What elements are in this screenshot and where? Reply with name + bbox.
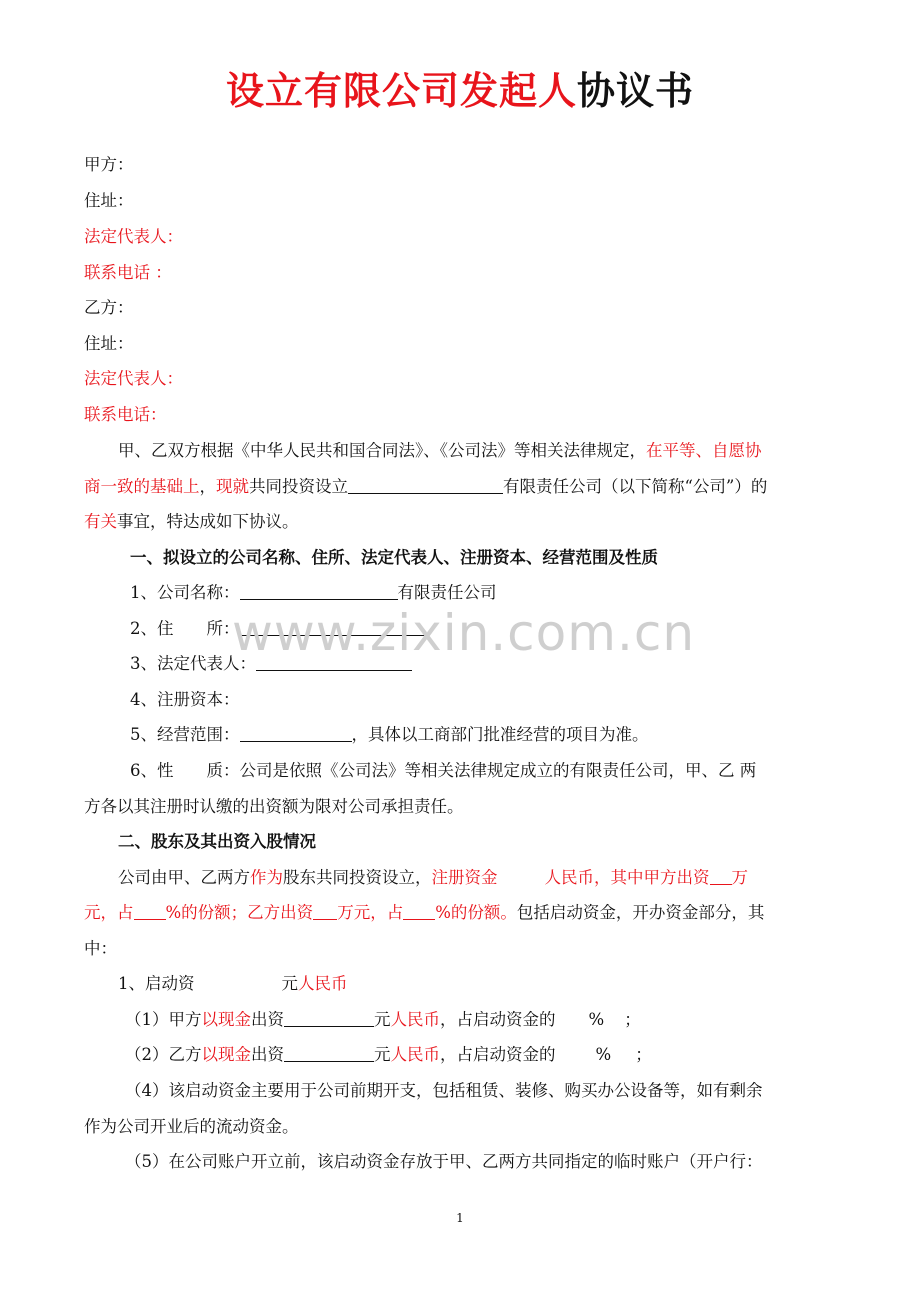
shareholder-para-line-2 — [84, 903, 764, 923]
item-nature-line-1: 6、性 质：公司是依照《公司法》等相关法律规定成立的有限责任公司，甲、乙 两 — [130, 761, 757, 780]
watermark: www.zixin.com.cn — [232, 604, 696, 662]
startup-capital-line — [118, 974, 348, 994]
party-a-rep: 法定代表人： — [84, 227, 183, 246]
party-a-phone: 联系电话 ： — [84, 263, 172, 282]
intro-text: 甲、乙双方根据《中华人民共和国合同法》、《公司法》等相关法律规定， — [118, 441, 646, 460]
company-name-field[interactable] — [240, 584, 398, 600]
semicolon: ； — [635, 1045, 652, 1064]
contribution-text: ，占启动资金的 — [440, 1045, 556, 1064]
document-title — [0, 60, 920, 115]
contribution-text: ，占启动资金的 — [440, 1010, 556, 1029]
party-b-cash-field[interactable] — [284, 1046, 374, 1062]
rmb-text: 人民币 — [390, 1010, 440, 1029]
section-2-heading: 二、股东及其出资入股情况 — [118, 832, 316, 851]
intro-line-1 — [118, 441, 762, 461]
para-red-text: %的份额；乙方出资 — [165, 903, 314, 922]
party-b-rep: 法定代表人： — [84, 369, 183, 388]
party-b-contribution — [125, 1045, 652, 1065]
shareholder-para-line-1 — [118, 868, 748, 888]
yuan-text: 元 — [374, 1045, 391, 1064]
party-b-phone: 联系电话： — [84, 405, 167, 424]
party-a-cash-field[interactable] — [284, 1011, 374, 1027]
para-red-text: 元，占 — [84, 903, 134, 922]
item-company-name — [130, 583, 497, 603]
party-b-percent-blank[interactable] — [403, 904, 435, 920]
item-suffix: ，具体以工商部门批准经营的项目为准。 — [351, 725, 649, 744]
contribution-label: （2）乙方 — [125, 1045, 202, 1064]
para-red-text: 万元，占 — [337, 903, 404, 922]
intro-text: 事宜，特达成如下协议。 — [117, 512, 299, 531]
intro-red-text: 现就 — [216, 477, 249, 496]
title-red-part: 设立有限公司发起人 — [225, 69, 577, 113]
item-label: 3、法定代表人： — [130, 654, 256, 673]
party-a-contribution — [125, 1010, 641, 1030]
para-red-text: 万 — [731, 868, 748, 887]
clause-4-line-2: 作为公司开业后的流动资金。 — [84, 1117, 299, 1136]
shareholder-para-line-3: 中： — [84, 939, 117, 958]
capital-label: 1、启动资 — [118, 974, 195, 993]
party-b-address: 住址： — [84, 334, 134, 353]
business-scope-field[interactable] — [240, 726, 352, 742]
party-a-label: 甲方： — [84, 155, 134, 174]
party-b-amount-blank[interactable] — [313, 904, 337, 920]
item-suffix: 有限责任公司 — [397, 583, 497, 602]
para-red-text: 注册资金 — [431, 868, 498, 887]
para-red-text: 人民币，其中甲方出资 — [544, 868, 710, 887]
item-business-scope — [130, 725, 649, 745]
item-registered-capital: 4、注册资本： — [130, 690, 240, 709]
percent-sign: % — [588, 1010, 605, 1029]
intro-text: 有限责任公司（以下简称“公司”）的 — [503, 477, 768, 496]
item-label: 5、经营范围： — [130, 725, 240, 744]
company-name-blank[interactable] — [348, 478, 503, 494]
intro-line-3 — [84, 512, 299, 532]
clause-5-line-1: （5）在公司账户开立前，该启动资金存放于甲、乙两方共同指定的临时账户（开户行： — [125, 1152, 763, 1171]
party-a-amount-blank[interactable] — [710, 869, 732, 885]
para-text: 包括启动资金，开办资金部分，其 — [516, 903, 765, 922]
intro-red-text: 有关 — [84, 512, 117, 531]
para-red-text: %的份额。 — [435, 903, 517, 922]
item-nature-line-2: 方各以其注册时认缴的出资额为限对公司承担责任。 — [84, 797, 464, 816]
rmb-text: 人民币 — [390, 1045, 440, 1064]
contribution-label: （1）甲方 — [125, 1010, 202, 1029]
percent-sign: % — [595, 1045, 612, 1064]
intro-red-text: 在平等、自愿协 — [646, 441, 762, 460]
item-label: 1、公司名称： — [130, 583, 240, 602]
para-red-text: 作为 — [250, 868, 283, 887]
para-text: 公司由甲、乙两方 — [118, 868, 250, 887]
intro-red-text: 商一致的基础上 — [84, 477, 200, 496]
title-black-part: 协议书 — [577, 69, 695, 113]
intro-text: ， — [199, 477, 216, 496]
capital-rmb: 人民币 — [298, 974, 348, 993]
contribution-text: 出资 — [251, 1045, 284, 1064]
party-a-percent-blank[interactable] — [134, 904, 166, 920]
cash-text: 以现金 — [201, 1045, 251, 1064]
para-text: 股东共同投资设立， — [283, 868, 432, 887]
clause-4-line-1: （4）该启动资金主要用于公司前期开支，包括租赁、装修、购买办公设备等，如有剩余 — [125, 1081, 763, 1100]
intro-text: 共同投资设立 — [249, 477, 348, 496]
semicolon: ； — [624, 1010, 641, 1029]
cash-text: 以现金 — [201, 1010, 251, 1029]
party-a-address: 住址： — [84, 191, 134, 210]
page-number: 1 — [456, 1211, 464, 1225]
party-b-label: 乙方： — [84, 298, 134, 317]
contribution-text: 出资 — [251, 1010, 284, 1029]
yuan-text: 元 — [374, 1010, 391, 1029]
intro-line-2 — [84, 477, 767, 497]
section-1-heading: 一、拟设立的公司名称、住所、法定代表人、注册资本、经营范围及性质 — [130, 548, 658, 567]
item-label: 2、住 所： — [130, 619, 240, 638]
capital-yuan: 元 — [281, 974, 298, 993]
